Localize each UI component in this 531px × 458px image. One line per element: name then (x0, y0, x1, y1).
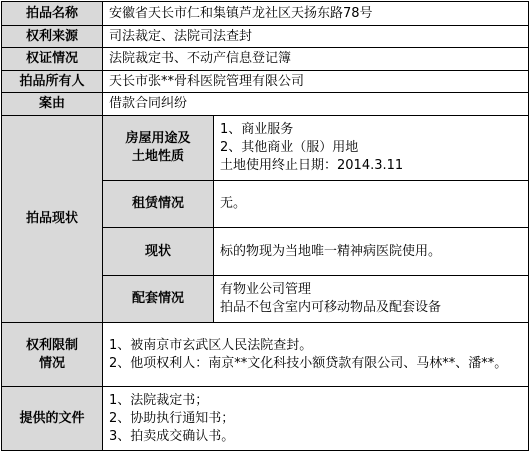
lease-value: 无。 (214, 181, 529, 228)
row-restrictions (2, 323, 529, 387)
restrictions-label (2, 323, 103, 387)
case-label: 案由 (2, 93, 103, 116)
facilities-line-2: 拍品不包含室内可移动物品及配套设备 (220, 300, 442, 315)
land-use-line-1: 1、商业服务 (220, 122, 294, 137)
lease-label: 租赁情况 (103, 181, 214, 228)
documents-line-1: 1、法院裁定书； (109, 392, 209, 408)
auction-info-table (1, 1, 529, 451)
land-use-label-line2: 土地性质 (131, 149, 184, 164)
right-source-label: 权利来源 (2, 26, 103, 48)
case-value: 借款合同纠纷 (103, 93, 529, 116)
documents-line-3: 3、拍卖成交确认书。 (109, 428, 235, 444)
row-item-name (2, 2, 529, 26)
restrictions-value (103, 323, 529, 387)
cert-status-value: 法院裁定书、不动产信息登记簿 (103, 48, 529, 71)
status-label: 拍品现状 (2, 116, 103, 323)
row-land-use (2, 116, 529, 181)
right-source-value: 司法裁定、法院司法查封 (103, 26, 529, 48)
land-use-label-line1: 房屋用途及 (125, 131, 191, 146)
land-use-label (103, 116, 214, 181)
restrictions-line-1: 1、被南京市玄武区人民法院查封。 (109, 337, 313, 353)
current-label: 现状 (103, 228, 214, 276)
row-documents (2, 387, 529, 451)
facilities-label: 配套情况 (103, 276, 214, 323)
documents-line-2: 2、协助执行通知书； (109, 410, 235, 426)
restrictions-label-line2: 情况 (38, 355, 65, 371)
restrictions-label-line1: 权利限制 (25, 337, 78, 353)
land-use-line-2: 2、其他商业（服）用地 (220, 140, 359, 155)
row-right-source (2, 26, 529, 48)
documents-label: 提供的文件 (2, 387, 103, 451)
row-owner (2, 71, 529, 93)
row-cert-status (2, 48, 529, 71)
facilities-value (214, 276, 529, 323)
owner-value: 天长市张**骨科医院管理有限公司 (103, 71, 529, 93)
documents-value (103, 387, 529, 451)
land-use-value (214, 116, 529, 181)
item-name-label: 拍品名称 (2, 2, 103, 26)
item-name-value: 安徽省天长市仁和集镇芦龙社区天扬东路78号 (103, 2, 529, 26)
facilities-line-1: 有物业公司管理 (220, 282, 312, 297)
restrictions-line-2: 2、他项权利人：南京**文化科技小额贷款有限公司、马林**、潘**。 (109, 355, 508, 371)
land-use-line-3: 土地使用终止日期：2014.3.11 (220, 158, 404, 173)
row-case (2, 93, 529, 116)
current-value: 标的物现为当地唯一精神病医院使用。 (214, 228, 529, 276)
cert-status-label: 权证情况 (2, 48, 103, 71)
owner-label: 拍品所有人 (2, 71, 103, 93)
